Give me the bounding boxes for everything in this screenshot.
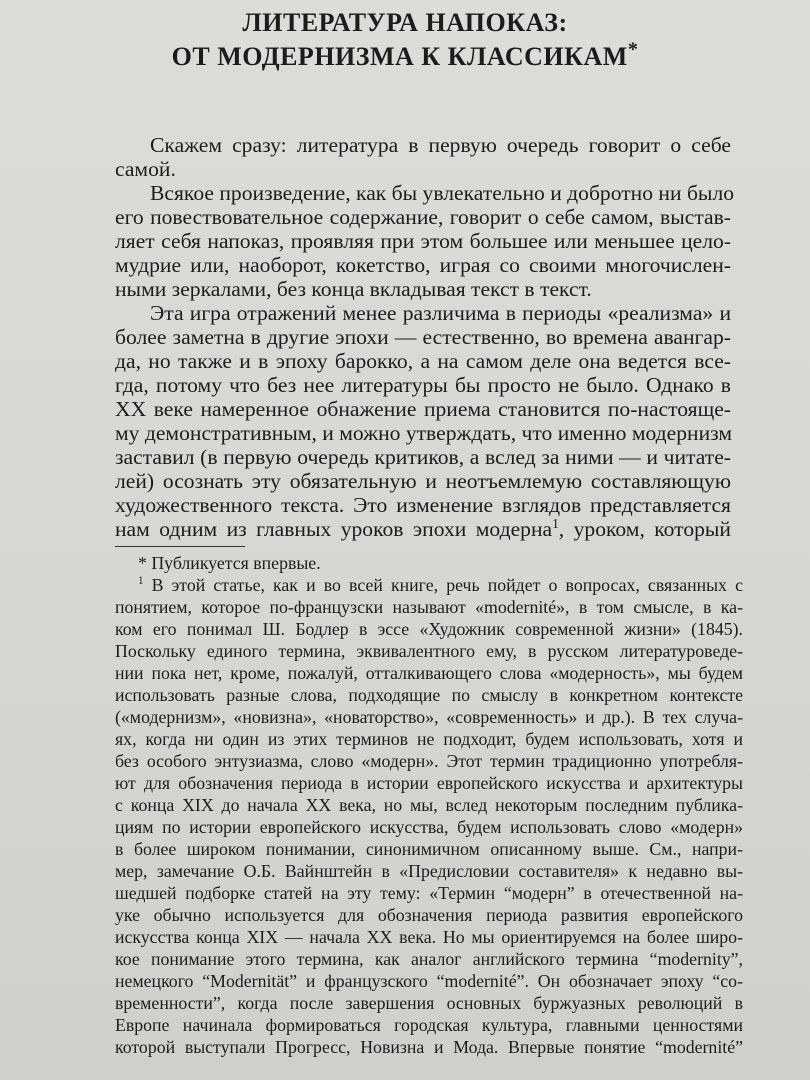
footnote-line: ют для обозначения периода в истории европейского искусства и архитектуры (115, 773, 743, 793)
body-text: , уроком, который (558, 517, 731, 541)
body-line: Эта игра отражений менее различима в периоды «реализма» и (150, 301, 731, 325)
footnote-line: кое понимание этого термина, как аналог английского термина “modernity”, (115, 949, 743, 969)
chapter-title-line-2 (0, 40, 810, 74)
footnote-line: понятием, которое по-французски называют «modernité», в том смысле, в ка- (115, 597, 743, 617)
footnote-line: которой выступали Прогресс, Новизна и Мода. Впервые понятие “modernité” (115, 1037, 743, 1057)
footnote-line: немецкого “Modernität” и французского “modernité”. Он обозначает эпоху “со- (115, 971, 743, 991)
footnote-line: временности”, когда после завершения основных буржуазных революций в (115, 993, 743, 1013)
footnote-line: нии пока нет, кроме, пожалуй, отталкивающего слова «модерность», мы будем (115, 663, 743, 683)
body-line: ляет себя напоказ, проявляя при этом большее или меньшее цело- (115, 229, 731, 253)
footnote-line: в более широком понимании, синонимичном описанному выше. См., напри- (115, 839, 743, 859)
body-line: Всякое произведение, как бы увлекательно и добротно ни было (150, 181, 735, 205)
body-line: заставил (в первую очередь критиков, а вслед за ними — и читате- (115, 445, 731, 469)
footnote-line: шедшей подборке статей на эту тему: «Термин “модерн” в отечественной на- (115, 883, 743, 903)
footnote-ref: 1 (552, 515, 559, 531)
footnote-line (138, 574, 743, 596)
footnote-separator (115, 546, 245, 547)
body-text: нам одним из главных уроков эпохи модерна (115, 517, 553, 541)
body-line: да, но также и в эпоху барокко, а на самом деле она ведется все- (115, 349, 731, 373)
footnote-text: В этой статье, как и во всей книге, речь пойдет о вопросах, связанных с (143, 575, 743, 595)
footnote-line: ях, когда ни один из этих терминов не подходит, будем использовать, хотя и (115, 729, 743, 749)
footnote-line: («модернизм», «новизна», «новаторство», «современность» и др.). В тех случа- (115, 707, 743, 727)
footnote-line: Поскольку единого термина, эквивалентного ему, в русском литературоведе- (115, 641, 743, 661)
footnote-line: Европе начинала формироваться городская культура, главными ценностями (115, 1015, 743, 1035)
body-line (115, 517, 731, 541)
body-line: мудрие или, наоборот, кокетство, играя со своими многочислен- (115, 253, 731, 277)
footnote-line: ком его понимал Ш. Бодлер в эссе «Художник современной жизни» (1845). (115, 619, 743, 639)
footnote-line: с конца XIX до начала XX века, но мы, вслед некоторым последним публика- (115, 795, 743, 815)
footnote-line: циям по истории европейского искусства, будем использовать слово «модерн» (115, 817, 743, 837)
chapter-title-text: ОТ МОДЕРНИЗМА К КЛАССИКАМ (171, 42, 628, 71)
body-line: лей) осознать эту обязательную и неотъемлемую составляющую (115, 469, 731, 493)
chapter-title-line-1: ЛИТЕРАТУРА НАПОКАЗ: (242, 8, 568, 37)
body-line: более заметна в другие эпохи — естественно, во времена авангар- (115, 325, 731, 349)
body-line: гда, потому что без нее литературы бы просто не было. Однако в (115, 373, 731, 397)
body-line: XX веке намеренное обнажение приема становится по-настояще- (115, 397, 731, 421)
footnote-line: мер, замечание О.Б. Вайнштейн в «Предисловии составителя» к недавно вы- (115, 861, 743, 881)
body-line: Скажем сразу: литература в первую очередь говорит о себе (150, 133, 731, 157)
chapter-title-footnote-mark: * (627, 38, 639, 61)
body-line: самой. (115, 157, 176, 181)
footnote-line: искусства конца XIX — начала XX века. Но мы ориентируемся на более широ- (115, 927, 743, 947)
footnote-line: уке обычно используется для обозначения периода развития европейского (115, 905, 743, 925)
footnote-line: использовать разные слова, подходящие по смыслу в конкретном контексте (115, 685, 743, 705)
footnote-star: * Публикуется впервые. (138, 553, 321, 573)
body-line: художественного текста. Это изменение взглядов представляется (115, 493, 731, 517)
footnote-line: без особого энтузиазма, слово «модерн». Этот термин традиционно употребля- (115, 751, 743, 771)
footnote-number: 1 (138, 575, 144, 588)
body-line: его повествовательное содержание, говорит о себе самом, выстав- (115, 205, 731, 229)
body-line: му демонстративным, и можно утверждать, что именно модернизм (115, 421, 733, 445)
body-line: ными зеркалами, без конца вкладывая текст в текст. (115, 277, 592, 301)
